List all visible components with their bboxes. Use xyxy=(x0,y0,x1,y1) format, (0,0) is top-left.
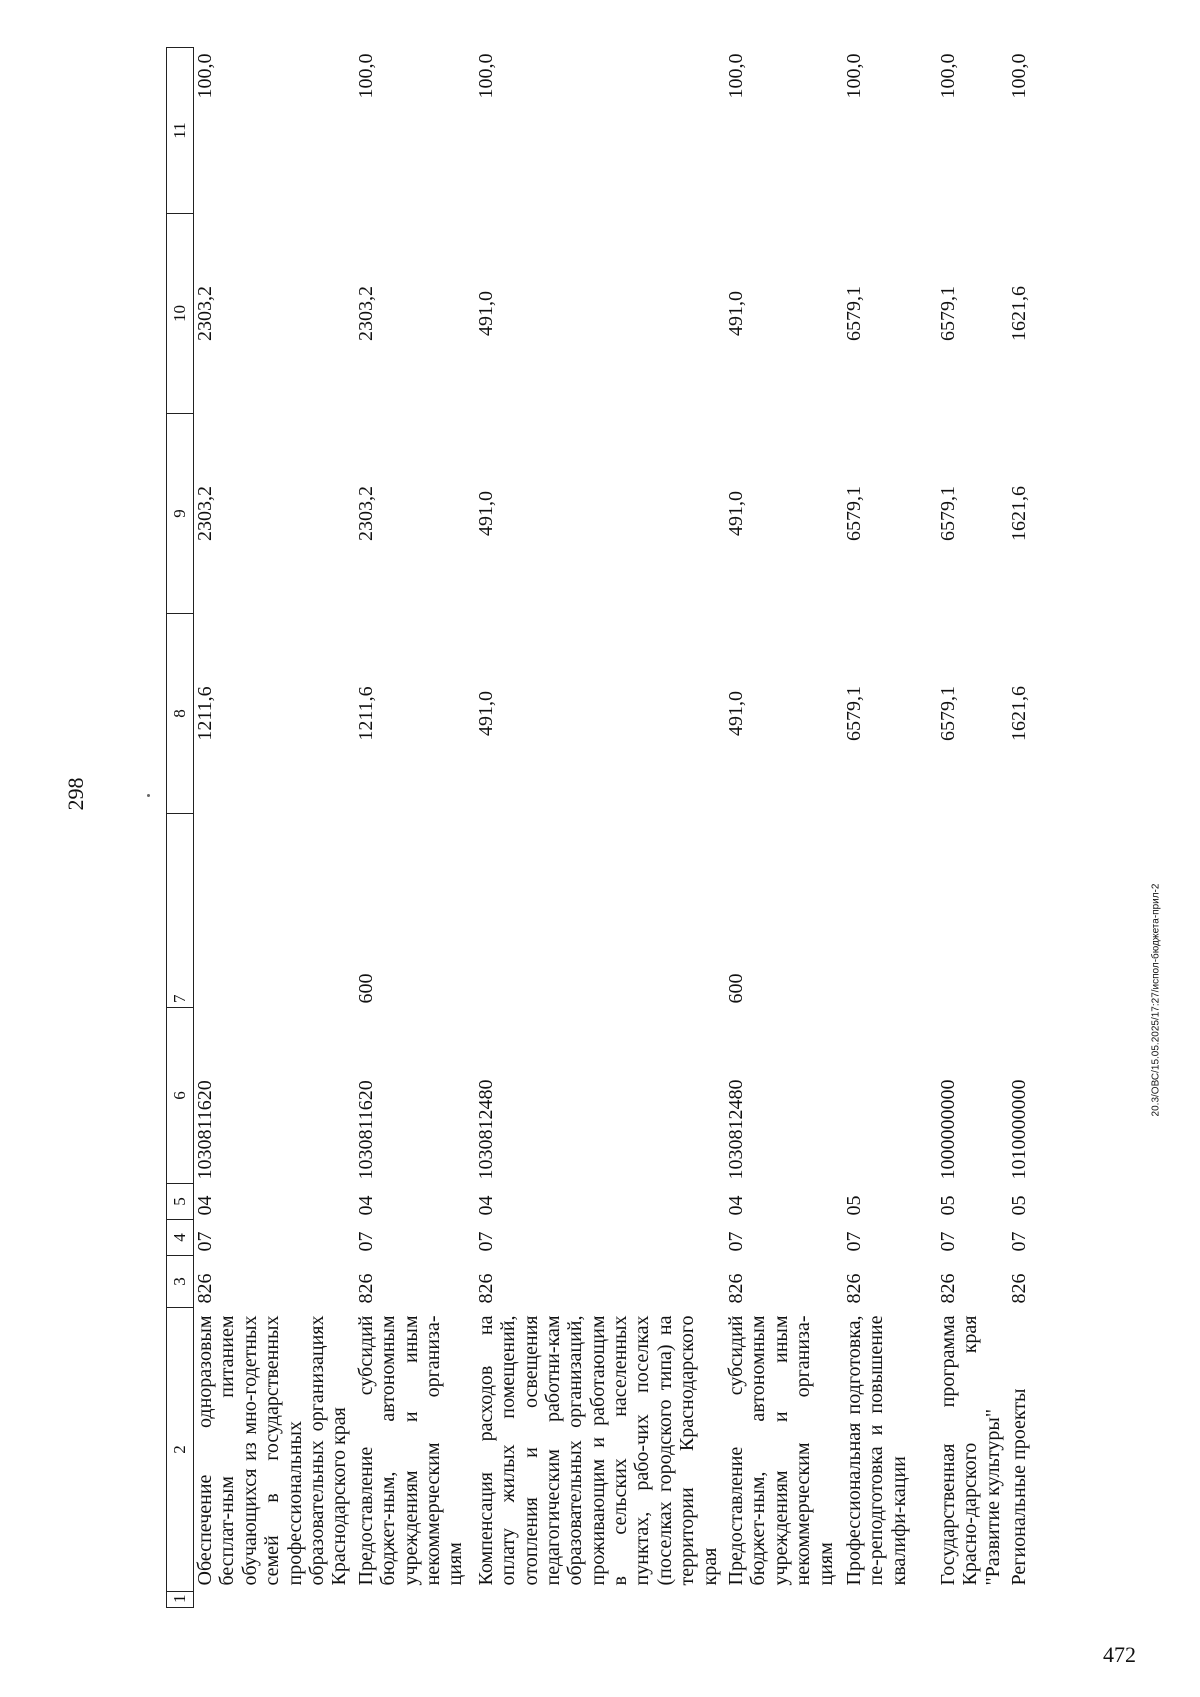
budget-table xyxy=(166,47,1050,1608)
cell-target-article: 1000000000 xyxy=(937,1079,960,1180)
header-col-7: 7 xyxy=(167,814,194,1008)
cell-col-11: 100,0 xyxy=(354,53,377,99)
cell-col-8: 1621,6 xyxy=(1008,686,1031,741)
cell-target-article: 1030811620 xyxy=(194,1080,216,1180)
cell-section: 07 xyxy=(1008,1231,1031,1252)
cell-expense-type xyxy=(473,814,723,1008)
header-col-9: 9 xyxy=(167,414,194,614)
cell-subsection: 05 xyxy=(843,1195,866,1216)
cell-col-10: 2303,2 xyxy=(194,286,216,341)
cell-target-article xyxy=(841,1008,935,1184)
cell-col-9: 1621,6 xyxy=(1008,486,1031,541)
cell-section: 07 xyxy=(194,1231,216,1252)
scan-dot xyxy=(147,794,150,797)
header-col-5: 5 xyxy=(167,1184,194,1220)
rotated-table-container xyxy=(166,48,1082,1608)
cell-col-11: 100,0 xyxy=(474,53,497,99)
cell-ministry-code: 826 xyxy=(1008,1273,1031,1304)
cell-col-1 xyxy=(935,1592,1006,1608)
cell-ministry-code: 826 xyxy=(194,1273,216,1304)
cell-col-9: 491,0 xyxy=(474,491,497,536)
cell-description: Предоставление субсидий бюджет-ным, автономным учреждениям и иным некоммерческим организа-циям xyxy=(725,1315,837,1586)
cell-col-8: 1211,6 xyxy=(354,686,377,741)
cell-col-9: 491,0 xyxy=(725,491,748,536)
document-footer-note: 20.3/ОВС/15.05.2025/17:27/испол-бюджета-прил-2 xyxy=(1150,883,1162,1117)
cell-col-11: 100,0 xyxy=(937,53,960,99)
cell-ministry-code: 826 xyxy=(725,1273,748,1304)
cell-col-10: 491,0 xyxy=(725,291,748,336)
cell-col-10: 2303,2 xyxy=(354,286,377,341)
cell-description: Обеспечение одноразовым бесплат-ным питанием обучающихся из мно-годетных семей в государственных профессиональных образовательных организациях Краснодарского края xyxy=(194,1315,351,1586)
cell-target-article: 1010000000 xyxy=(1008,1079,1031,1180)
cell-expense-type xyxy=(935,814,1006,1008)
cell-description: Региональные проекты xyxy=(1008,1388,1031,1586)
cell-description: Профессиональная подготовка, пе-реподготовка и повышение квалифи-кации xyxy=(843,1315,910,1586)
cell-description: Государственная программа Красно-дарского края "Развитие культуры" xyxy=(937,1315,1004,1586)
header-col-1: 1 xyxy=(167,1592,194,1608)
cell-col-1 xyxy=(353,1592,473,1608)
cell-col-1 xyxy=(841,1592,935,1608)
cell-col-8: 6579,1 xyxy=(843,686,866,741)
cell-col-11: 100,0 xyxy=(843,53,866,99)
cell-section: 07 xyxy=(843,1231,866,1252)
cell-col-9: 2303,2 xyxy=(194,486,216,541)
cell-expense-type xyxy=(194,814,353,1008)
cell-col-8: 491,0 xyxy=(725,691,748,736)
header-col-2: 2 xyxy=(167,1308,194,1592)
table-row xyxy=(473,48,723,1608)
cell-section: 07 xyxy=(725,1231,748,1252)
sheet-number: 472 xyxy=(1103,1642,1136,1667)
cell-col-8: 6579,1 xyxy=(937,686,960,741)
cell-col-1 xyxy=(1006,1592,1050,1608)
cell-col-8: 491,0 xyxy=(474,691,497,736)
table-row xyxy=(353,48,473,1608)
page-number-top: 298 xyxy=(63,777,88,811)
cell-expense-type: 600 xyxy=(725,973,748,1004)
table-row xyxy=(194,48,353,1608)
table-row xyxy=(723,48,841,1608)
cell-col-11: 100,0 xyxy=(1008,53,1031,99)
cell-col-10: 1621,6 xyxy=(1008,286,1031,341)
cell-ministry-code: 826 xyxy=(354,1273,377,1304)
cell-col-1 xyxy=(723,1592,841,1608)
cell-col-11: 100,0 xyxy=(725,53,748,99)
cell-section: 07 xyxy=(474,1231,497,1252)
cell-subsection: 05 xyxy=(1008,1195,1031,1216)
cell-target-article: 1030811620 xyxy=(354,1080,377,1180)
cell-section: 07 xyxy=(937,1231,960,1252)
cell-description: Предоставление субсидий бюджет-ным, автономным учреждениям и иным некоммерческим организа-циям xyxy=(354,1315,467,1586)
cell-expense-type xyxy=(1006,814,1050,1008)
cell-subsection: 04 xyxy=(194,1195,216,1216)
cell-col-9: 6579,1 xyxy=(843,486,866,541)
cell-col-1 xyxy=(473,1592,723,1608)
cell-col-10: 6579,1 xyxy=(843,286,866,341)
cell-ministry-code: 826 xyxy=(474,1273,497,1304)
header-row xyxy=(167,48,194,1608)
header-col-6: 6 xyxy=(167,1008,194,1184)
header-col-4: 4 xyxy=(167,1220,194,1256)
cell-col-11: 100,0 xyxy=(194,53,216,99)
cell-subsection: 04 xyxy=(354,1195,377,1216)
cell-expense-type: 600 xyxy=(354,973,377,1004)
cell-section: 07 xyxy=(354,1231,377,1252)
cell-description: Компенсация расходов на оплату жилых помещений, отопления и освещения педагогическим работни-кам образовательных организаций, проживающим и работающим в сельских населенных пунктах, рабо-чих поселках (поселках городского типа) на территории Краснодарского края xyxy=(474,1315,721,1586)
cell-col-8: 1211,6 xyxy=(194,686,216,741)
cell-subsection: 04 xyxy=(725,1195,748,1216)
header-col-3: 3 xyxy=(167,1256,194,1308)
cell-col-9: 2303,2 xyxy=(354,486,377,541)
cell-ministry-code: 826 xyxy=(937,1273,960,1304)
cell-col-9: 6579,1 xyxy=(937,486,960,541)
table-row xyxy=(841,48,935,1608)
header-col-8: 8 xyxy=(167,614,194,814)
cell-target-article: 1030812480 xyxy=(725,1079,748,1180)
cell-col-1 xyxy=(194,1592,353,1608)
cell-expense-type xyxy=(841,814,935,1008)
cell-target-article: 1030812480 xyxy=(474,1079,497,1180)
header-col-11: 11 xyxy=(167,48,194,214)
table-row xyxy=(935,48,1006,1608)
cell-ministry-code: 826 xyxy=(843,1273,866,1304)
cell-col-10: 491,0 xyxy=(474,291,497,336)
cell-subsection: 04 xyxy=(474,1195,497,1216)
header-col-10: 10 xyxy=(167,214,194,414)
cell-col-10: 6579,1 xyxy=(937,286,960,341)
cell-subsection: 05 xyxy=(937,1195,960,1216)
table-row xyxy=(1006,48,1050,1608)
